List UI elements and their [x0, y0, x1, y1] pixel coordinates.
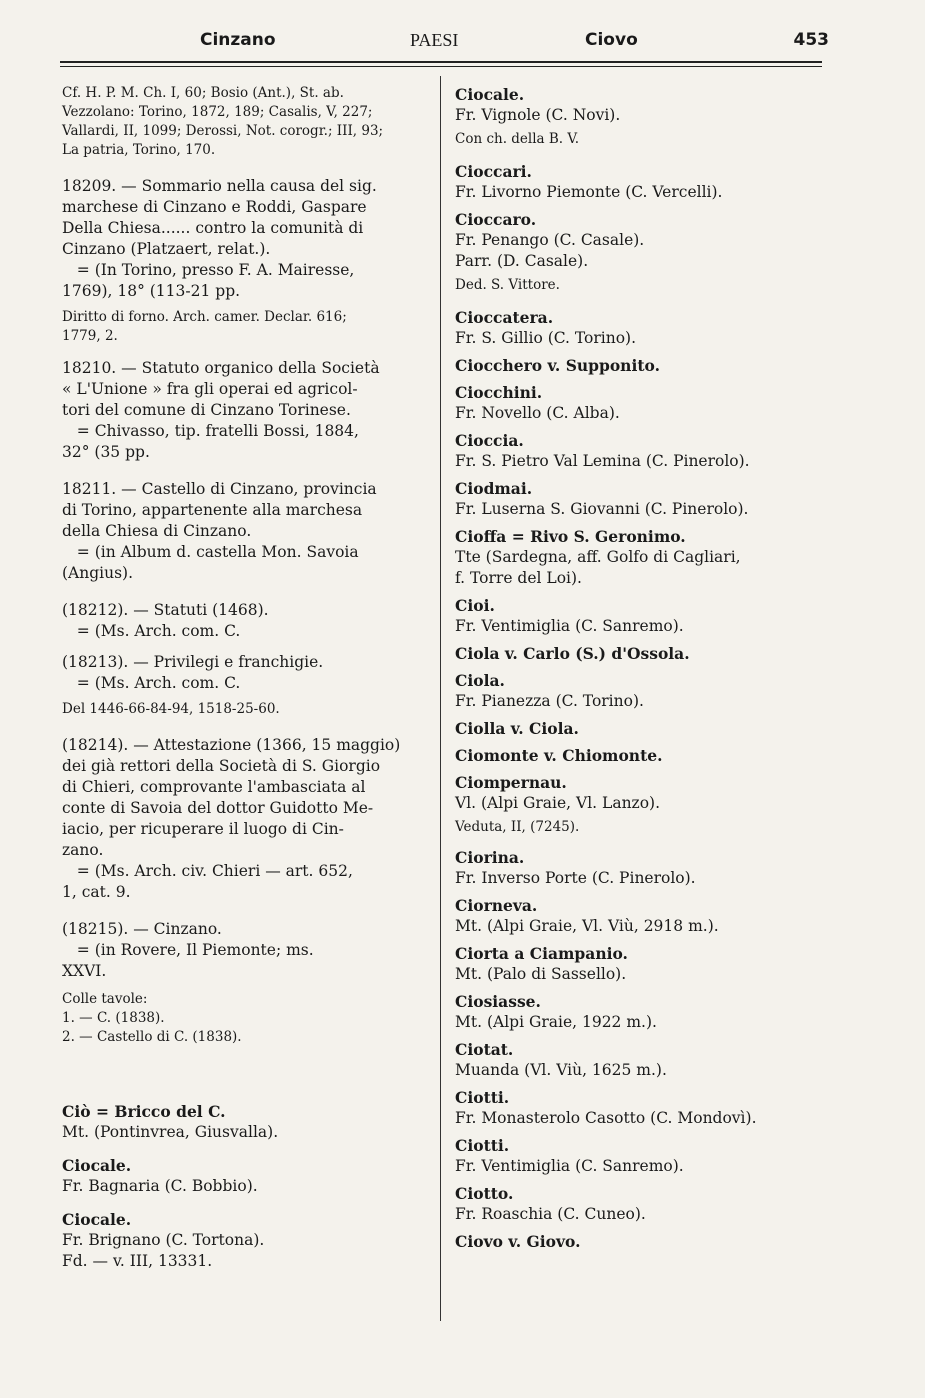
entry-line: 1769), 18° (113-21 pp. [62, 282, 241, 300]
entry [455, 84, 825, 126]
entry-line: Ciodmai. [455, 479, 533, 498]
entry-line: Del 1446-66-84-94, 1518-25-60. [62, 701, 280, 717]
entry-line: Ciocchini. [455, 383, 543, 402]
entry-line: Cioccatera. [455, 308, 554, 327]
entry [455, 209, 825, 272]
entry-line: Ciotat. [455, 1040, 514, 1059]
entry-line: Fr. Inverso Porte (C. Pinerolo). [455, 869, 696, 887]
entry-line: Fr. Vignole (C. Novi). [455, 106, 621, 124]
entry-line: di Chieri, comprovante l'ambasciata al [62, 778, 366, 796]
entry-line: Tte (Sardegna, aff. Golfo di Cagliari, [455, 548, 741, 566]
entry-line: 2. — Castello di C. (1838). [62, 1029, 242, 1045]
entry-line: Ciorta a Ciampanio. [455, 944, 628, 963]
entry-line: Della Chiesa...... contro la comunità di [62, 219, 364, 237]
entry-line: Vezzolano: Torino, 1872, 189; Casalis, V, 227; [62, 104, 373, 120]
entry [455, 1135, 825, 1177]
entry-line: Veduta, II, (7245). [455, 819, 580, 835]
entry-line: Cioccari. [455, 162, 532, 181]
entry-line: La patria, Torino, 170. [62, 142, 216, 158]
entry-line: 18210. — Statuto organico della Società [62, 359, 380, 377]
entry [62, 1101, 432, 1143]
entry-line: Fr. Livorno Piemonte (C. Vercelli). [455, 183, 723, 201]
entry-line: Ciola v. Carlo (S.) d'Ossola. [455, 644, 690, 663]
entry [62, 919, 432, 982]
entry [455, 355, 825, 376]
entry-line: « L'Unione » fra gli operai ed agricol- [62, 380, 358, 398]
entry-line: Vallardi, II, 1099; Derossi, Not. corogr.; III, 93; [62, 123, 384, 139]
entry-line: Ciotti. [455, 1136, 510, 1155]
entry-line: = (in Album d. castella Mon. Savoia [62, 543, 359, 561]
entry-line: 1. — C. (1838). [62, 1010, 165, 1026]
entry-line: Ciocale. [455, 85, 525, 104]
entry-line: Ciotti. [455, 1088, 510, 1107]
entry [62, 176, 432, 302]
entry-line: di Torino, appartenente alla marchesa [62, 501, 363, 519]
entry [455, 478, 825, 520]
entry-line: Fr. Penango (C. Casale). [455, 231, 645, 249]
entry-line: Mt. (Palo di Sassello). [455, 965, 627, 983]
entry-line: Fd. — v. III, 13331. [62, 1252, 213, 1270]
entry-line: zano. [62, 841, 104, 859]
entry-line: Ciolla v. Ciola. [455, 719, 579, 738]
entry-line: Ciovo v. Giovo. [455, 1232, 581, 1251]
entry [62, 84, 432, 160]
entry-line: Ciocale. [62, 1156, 132, 1175]
entry [455, 307, 825, 349]
entry-line: Ded. S. Vittore. [455, 277, 560, 293]
entry-line: iacio, per ricuperare il luogo di Cin- [62, 820, 344, 838]
right-column [455, 84, 825, 1252]
header-left-keyword: Cinzano [200, 30, 276, 50]
entry-line: 1, cat. 9. [62, 883, 131, 901]
entry-line: Cf. H. P. M. Ch. I, 60; Bosio (Ant.), St. ab. [62, 85, 344, 101]
entry-line: Diritto di forno. Arch. camer. Declar. 616; [62, 309, 347, 325]
entry [62, 990, 432, 1047]
entry [62, 600, 432, 642]
entry [455, 895, 825, 937]
entry [455, 818, 825, 837]
entry-line: Fr. Bagnaria (C. Bobbio). [62, 1177, 258, 1195]
entry-line: Ciola. [455, 671, 505, 690]
entry-line: Muanda (Vl. Viù, 1625 m.). [455, 1061, 667, 1079]
entry-line: Ciompernau. [455, 773, 567, 792]
entry-line: = (Ms. Arch. com. C. [62, 622, 241, 640]
entry [62, 1155, 432, 1197]
entry-line: Fr. Luserna S. Giovanni (C. Pinerolo). [455, 500, 749, 518]
entry [62, 1209, 432, 1272]
column-divider [440, 76, 441, 1321]
entry [455, 643, 825, 664]
entry-line: Parr. (D. Casale). [455, 252, 589, 270]
entry [62, 735, 432, 903]
entry [455, 847, 825, 889]
entry [62, 358, 432, 463]
entry [455, 1087, 825, 1129]
entry-line: Cinzano (Platzaert, relat.). [62, 240, 271, 258]
entry-line: (18212). — Statuti (1468). [62, 601, 269, 619]
page-number: 453 [793, 30, 829, 50]
entry [455, 430, 825, 472]
entry [455, 1039, 825, 1081]
entry-line: conte di Savoia del dottor Guidotto Me- [62, 799, 374, 817]
entry-line: Fr. Ventimiglia (C. Sanremo). [455, 1157, 684, 1175]
entry-line: 32° (35 pp. [62, 443, 150, 461]
entry [455, 1231, 825, 1252]
entry [455, 595, 825, 637]
entry-line: f. Torre del Loi). [455, 569, 582, 587]
entry [455, 276, 825, 295]
entry-line: Fr. Ventimiglia (C. Sanremo). [455, 617, 684, 635]
entry-line: Con ch. della B. V. [455, 131, 580, 147]
entry [455, 943, 825, 985]
entry-line: = Chivasso, tip. fratelli Bossi, 1884, [62, 422, 359, 440]
entry [455, 772, 825, 814]
entry-line: = (In Torino, presso F. A. Mairesse, [62, 261, 355, 279]
entry [62, 308, 432, 346]
entry-line: Ciosiasse. [455, 992, 541, 1011]
left-column [62, 84, 432, 1272]
entry-line: Ciorina. [455, 848, 525, 867]
entry-line: Fr. S. Pietro Val Lemina (C. Pinerolo). [455, 452, 750, 470]
entry-line: Ciomonte v. Chiomonte. [455, 746, 663, 765]
page-header [60, 30, 827, 60]
entry-line: Fr. Novello (C. Alba). [455, 404, 620, 422]
entry [455, 991, 825, 1033]
entry-line: della Chiesa di Cinzano. [62, 522, 252, 540]
entry [455, 526, 825, 589]
entry-line: dei già rettori della Società di S. Giorgio [62, 757, 381, 775]
entry-line: 18211. — Castello di Cinzano, provincia [62, 480, 377, 498]
entry-line: (18214). — Attestazione (1366, 15 maggio) [62, 736, 401, 754]
entry-line: Ciotto. [455, 1184, 514, 1203]
entry-line: Ciocchero v. Supponito. [455, 356, 660, 375]
entry-line: XXVI. [62, 962, 107, 980]
entry [62, 479, 432, 584]
entry-line: Cioffa = Rivo S. Geronimo. [455, 527, 686, 546]
entry-line: Fr. S. Gillio (C. Torino). [455, 329, 637, 347]
entry [455, 745, 825, 766]
entry-line: = (Ms. Arch. civ. Chieri — art. 652, [62, 862, 353, 880]
entry-line: tori del comune di Cinzano Torinese. [62, 401, 351, 419]
entry [455, 1183, 825, 1225]
entry [455, 670, 825, 712]
header-rule-thin [60, 66, 822, 67]
entry-line: Ciocale. [62, 1210, 132, 1229]
entry [62, 700, 432, 719]
entry-line: = (in Rovere, Il Piemonte; ms. [62, 941, 314, 959]
entry [455, 382, 825, 424]
entry-line: Fr. Monasterolo Casotto (C. Mondovì). [455, 1109, 757, 1127]
entry-line: = (Ms. Arch. com. C. [62, 674, 241, 692]
entry-line: Fr. Brignano (C. Tortona). [62, 1231, 265, 1249]
entry-line: 1779, 2. [62, 328, 118, 344]
entry-line: Mt. (Alpi Graie, 1922 m.). [455, 1013, 657, 1031]
entry-line: Fr. Roaschia (C. Cuneo). [455, 1205, 646, 1223]
entry-line: Cioccia. [455, 431, 524, 450]
entry-line: Mt. (Pontinvrea, Giusvalla). [62, 1123, 279, 1141]
header-right-keyword: Ciovo [585, 30, 638, 50]
entry-line: Ciorneva. [455, 896, 538, 915]
entry [455, 718, 825, 739]
entry-line: Ciò = Bricco del C. [62, 1102, 226, 1121]
entry-line: marchese di Cinzano e Roddi, Gaspare [62, 198, 367, 216]
entry-line: Fr. Pianezza (C. Torino). [455, 692, 644, 710]
entry-line: (18215). — Cinzano. [62, 920, 222, 938]
header-rule [60, 61, 822, 63]
entry-line: (18213). — Privilegi e franchigie. [62, 653, 324, 671]
entry-line: Colle tavole: [62, 991, 148, 1007]
entry [62, 652, 432, 694]
entry [455, 161, 825, 203]
entry-line: Cioccaro. [455, 210, 537, 229]
entry [455, 130, 825, 149]
header-section-title: PAESI [410, 30, 459, 50]
entry-line: Vl. (Alpi Graie, Vl. Lanzo). [455, 794, 661, 812]
entry-line: Mt. (Alpi Graie, Vl. Viù, 2918 m.). [455, 917, 719, 935]
entry-line: 18209. — Sommario nella causa del sig. [62, 177, 377, 195]
entry-line: (Angius). [62, 564, 134, 582]
entry-line: Cioi. [455, 596, 495, 615]
